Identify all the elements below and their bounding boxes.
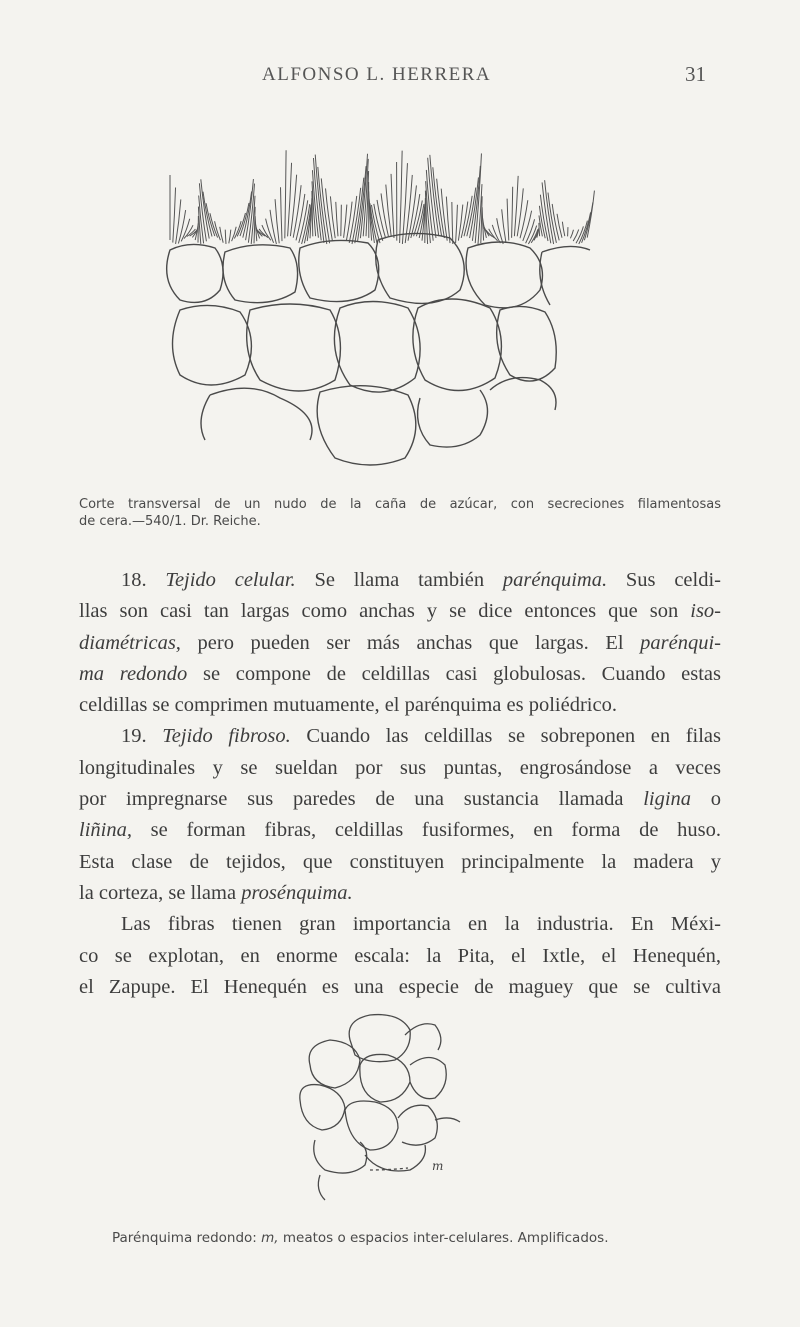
- section-title: Tejido celular.: [165, 569, 296, 591]
- cell-outlines: [167, 233, 590, 465]
- wax-filament: [441, 189, 447, 241]
- wax-filament: [452, 202, 453, 244]
- wax-filament: [456, 205, 458, 243]
- paragraph-20-line3: el Zapupe. El Henequén es una especie de maguey que se cultiva: [79, 975, 721, 998]
- paragraph-18-line2: [79, 596, 721, 627]
- term: m,: [261, 1230, 279, 1246]
- figure1-caption-line1: Corte transversal de un nudo de la caña de azúcar, con secreciones filamentosas: [79, 497, 721, 512]
- wax-filament: [497, 218, 504, 244]
- wax-filament: [512, 187, 513, 238]
- wax-filament: [225, 230, 226, 244]
- text-span: Se llama también: [295, 569, 503, 591]
- term: parénquima.: [502, 569, 608, 591]
- section-title: Tejido fibroso.: [162, 725, 291, 748]
- wax-filament: [281, 187, 282, 241]
- wax-filament: [492, 225, 500, 243]
- wax-filaments: [170, 150, 594, 244]
- wax-filament: [336, 202, 338, 236]
- text-span: por impregnarse sus paredes de una sustancia llamada: [79, 788, 644, 811]
- wax-filament: [293, 185, 301, 237]
- wax-filament: [344, 205, 347, 238]
- section-number: 18.: [121, 569, 166, 591]
- text-span: o: [691, 788, 721, 811]
- section-number: 19.: [121, 725, 163, 748]
- paragraph-18-line1: [79, 565, 721, 596]
- figure1-caption: [79, 496, 721, 530]
- wax-filament: [562, 222, 564, 236]
- term: liñina,: [79, 819, 132, 842]
- text-span: se compone de celdillas casi globulosas. Cuando estas: [187, 662, 721, 685]
- paragraph-19-line2: longitudinales y se sueldan por sus puntas, engrosándose a veces: [79, 756, 721, 779]
- wax-filament: [425, 198, 426, 243]
- term: diamétricas,: [79, 631, 181, 654]
- running-head: [0, 64, 800, 94]
- paragraph-19-line6: [79, 878, 721, 909]
- text-span: pero pueden ser más anchas que largas. El: [180, 631, 641, 654]
- wax-filament: [326, 188, 333, 241]
- wax-filament: [391, 174, 394, 238]
- wax-filament: [229, 230, 231, 244]
- wax-filament: [514, 176, 518, 236]
- wax-filament: [285, 150, 286, 238]
- meatus-label-m: m: [432, 1159, 444, 1173]
- page-number: 31: [685, 62, 706, 86]
- wax-filament: [275, 199, 279, 243]
- paragraph-18-line5: celdillas se comprimen mutuamente, el parénquima es poliédrico.: [79, 694, 617, 717]
- paragraph-19-line1: [79, 721, 721, 752]
- wax-filament: [288, 163, 292, 237]
- sugarcane-cross-section-figure: [150, 140, 600, 480]
- wax-filament: [270, 210, 276, 244]
- wax-filament: [377, 200, 386, 238]
- paragraph-19-line3: [79, 784, 721, 815]
- term: parénqui-: [640, 631, 721, 654]
- wax-filament: [539, 223, 540, 236]
- round-parenchyma-figure: [270, 1010, 510, 1210]
- author-header: ALFONSO L. HERRERA: [262, 64, 492, 85]
- figure1-caption-line2: de cera.—540/1. Dr. Reiche.: [79, 514, 261, 529]
- text-span: llas son casi tan largas como anchas y se dice entonces que son: [79, 600, 691, 623]
- wax-filament: [579, 221, 588, 244]
- wax-filament: [507, 199, 509, 241]
- text-span: meatos o espacios inter-celulares. Amplificados.: [278, 1230, 609, 1246]
- wax-filament: [232, 227, 237, 242]
- paragraph-19-line5: Esta clase de tejidos, que constituyen principalmente la madera y: [79, 850, 721, 873]
- wax-filament: [341, 205, 342, 236]
- text-span: la corteza, se llama: [79, 881, 242, 904]
- wax-filament: [220, 227, 223, 243]
- paragraph-19-line4: [79, 815, 721, 846]
- text-span: Cuando las celdillas se sobreponen en filas: [290, 725, 721, 748]
- paragraph-18-line4: [79, 659, 721, 690]
- wax-filament: [181, 219, 190, 242]
- wax-filament: [355, 178, 364, 243]
- term: ligina: [643, 788, 692, 811]
- text-span: se forman fibras, celdillas fusiformes, en forma de huso.: [131, 819, 721, 842]
- paragraph-20-line2: co se explotan, en enorme escala: la Pita, el Ixtle, el Henequén,: [79, 944, 721, 967]
- wax-filament: [570, 230, 573, 239]
- term: prosénquima.: [241, 881, 353, 904]
- body-text: [79, 565, 721, 1003]
- term: iso-: [690, 600, 721, 623]
- wax-filament: [400, 151, 403, 243]
- text-span: Parénquima redondo:: [112, 1230, 262, 1246]
- text-span: Sus celdi-: [607, 569, 721, 591]
- paragraph-18-line3: [79, 628, 721, 659]
- paragraph-20-line1: Las fibras tienen gran importancia en la industria. En Méxi-: [121, 913, 721, 936]
- wax-filament: [502, 209, 506, 243]
- term: ma redondo: [79, 662, 188, 685]
- wax-filament: [173, 188, 176, 243]
- wax-filament: [523, 211, 532, 241]
- figure2-caption: [112, 1230, 712, 1247]
